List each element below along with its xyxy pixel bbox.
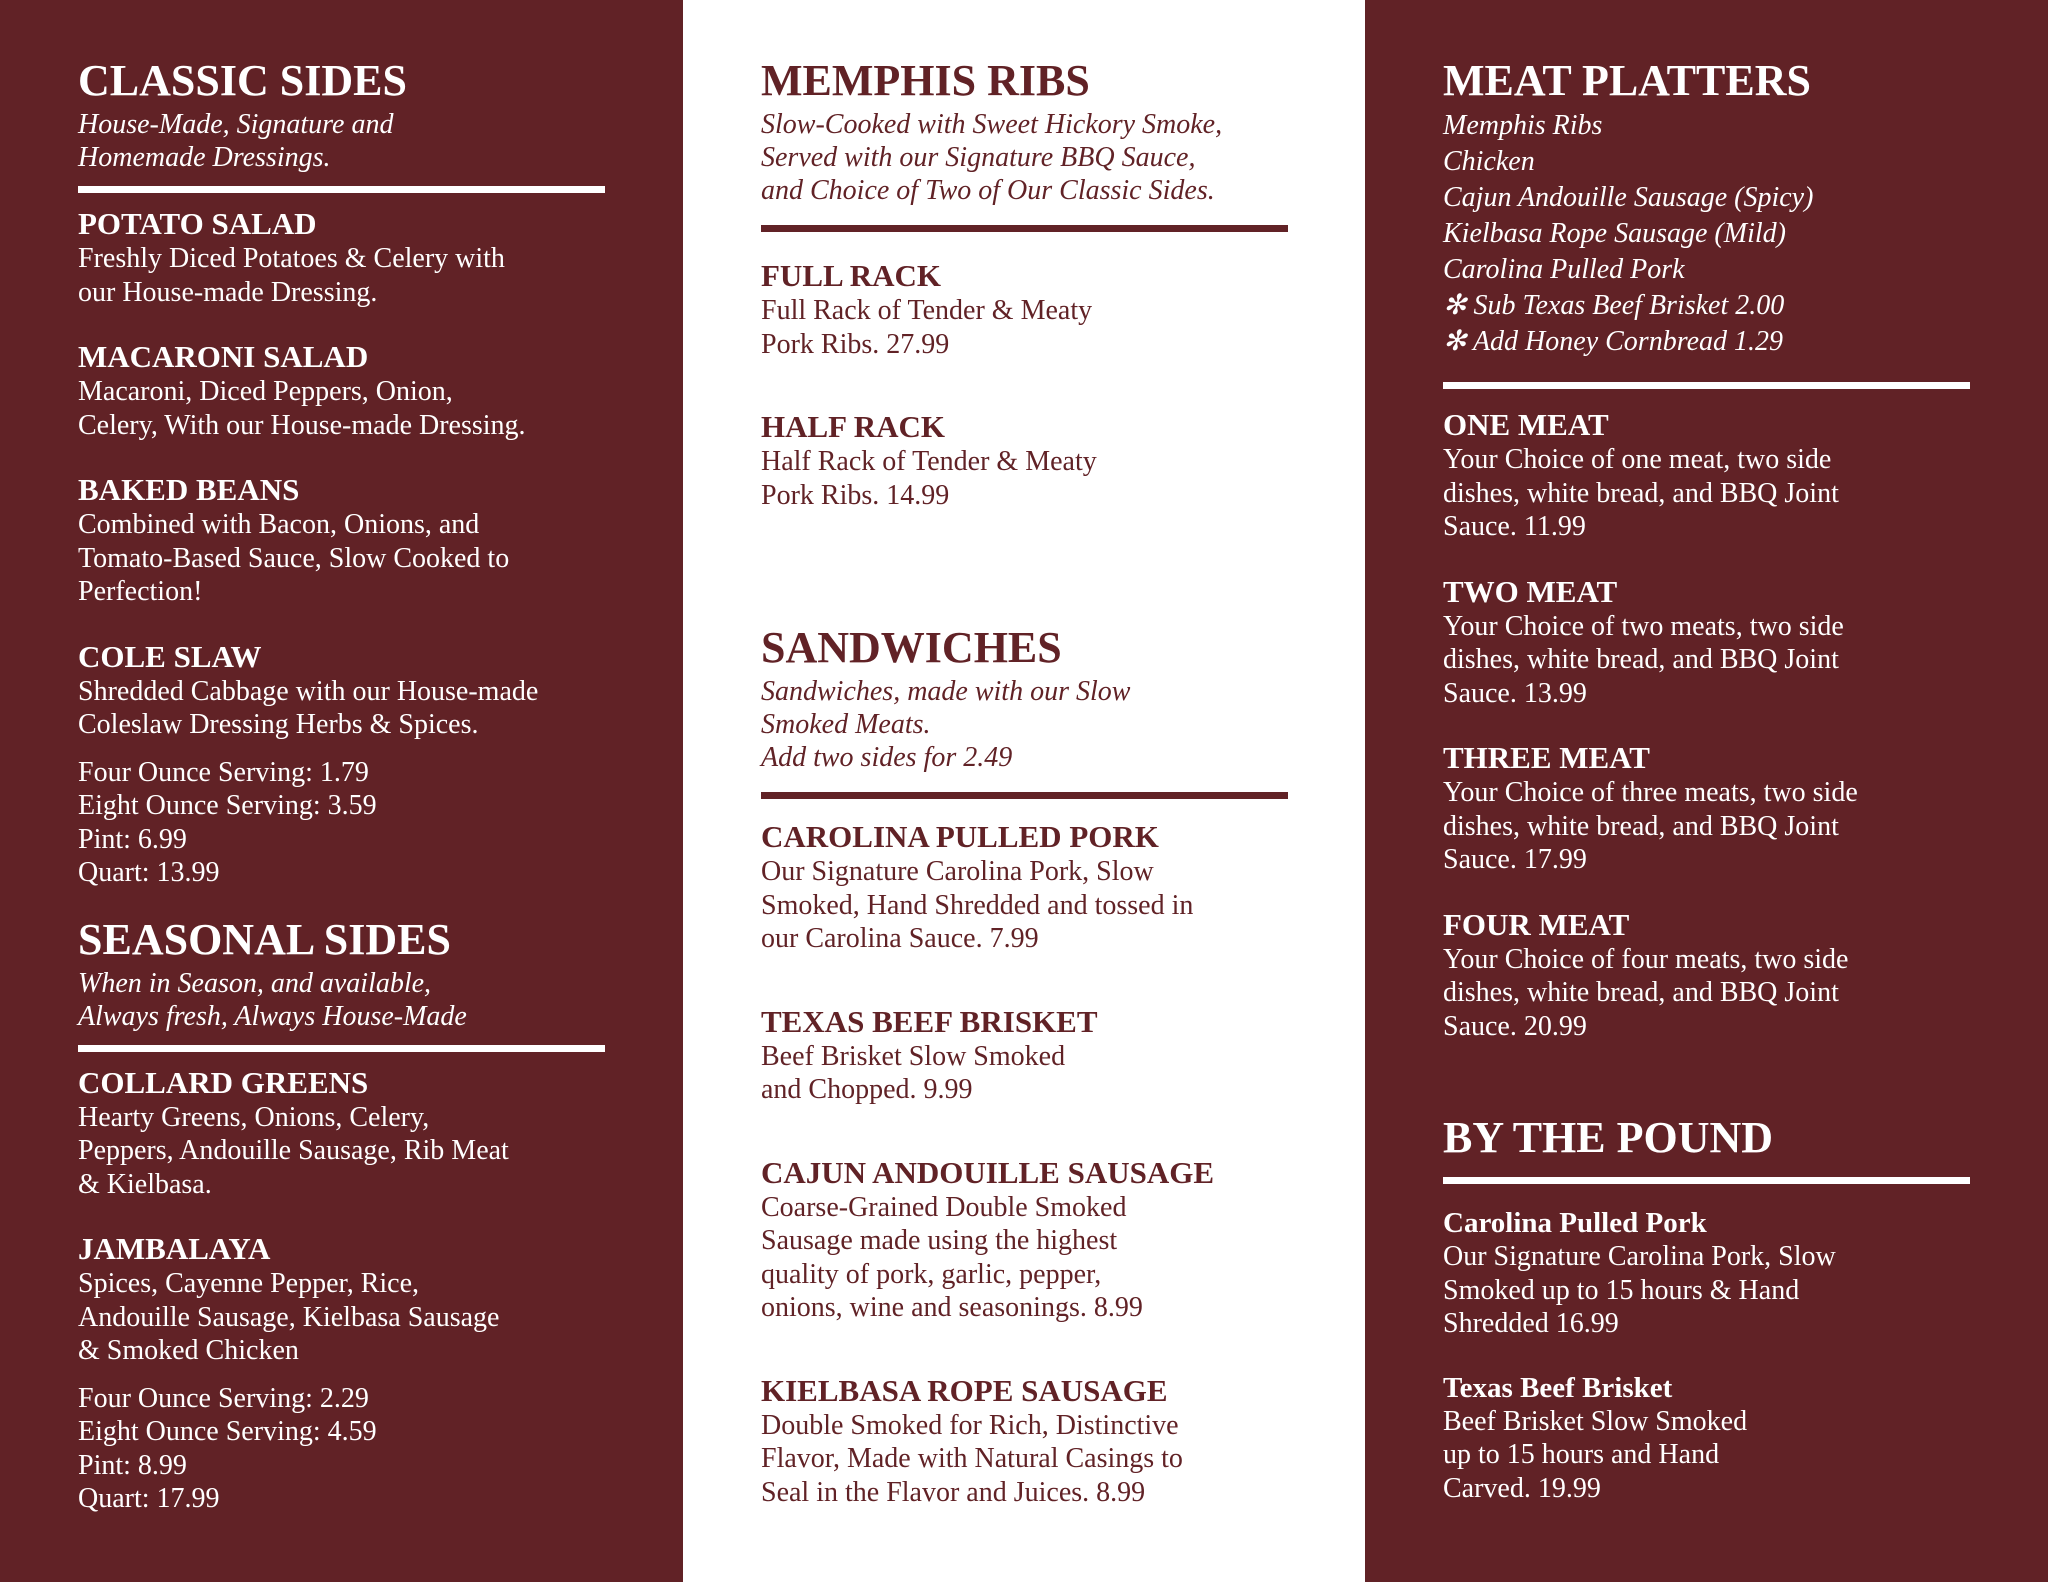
item-desc-line: up to 15 hours and Hand [1443,1439,1720,1470]
price-line: Eight Ounce Serving: 3.59 [78,790,377,821]
item-title: TEXAS BEEF BRISKET [761,1003,1098,1039]
item-title: COLE SLAW [78,638,262,674]
divider-rule [78,186,605,193]
memphis-ribs-subtitle-line: Slow-Cooked with Sweet Hickory Smoke, [761,109,1223,140]
item-desc-line: Celery, With our House-made Dressing. [78,409,526,441]
item-desc-line: Shredded Cabbage with our House-made [78,675,539,707]
menu-item-three-meat [1443,740,2048,877]
item-title: JAMBALAYA [78,1231,271,1266]
item-desc-line: Our Signature Carolina Pork, Slow [761,856,1154,887]
menu-item-two-meat [1443,574,2048,711]
divider-rule [761,225,1288,232]
item-desc-line: dishes, white bread, and BBQ Joint [1443,477,1839,509]
menu-item-half-rack [761,409,1365,512]
meat-platters-option: Memphis Ribs [1443,110,1603,141]
item-desc-line: Our Signature Carolina Pork, Slow [1443,1241,1836,1272]
menu-item-four-meat [1443,907,2048,1044]
item-title: KIELBASA ROPE SAUSAGE [761,1372,1168,1408]
menu-item-cajun-andouille-sausage [761,1155,1365,1325]
item-desc-line: our House-made Dressing. [78,276,378,308]
item-desc-line: Sauce. 20.99 [1443,1010,1587,1042]
item-title: Carolina Pulled Pork [1443,1207,1707,1239]
price-line: Pint: 6.99 [78,823,187,855]
item-desc-line: Full Rack of Tender & Meaty [761,295,1093,326]
item-title: Texas Beef Brisket [1443,1371,1673,1404]
item-title: BAKED BEANS [78,472,300,507]
classic-sides-subtitle-line: Homemade Dressings. [78,142,331,173]
item-title: CAJUN ANDOUILLE SAUSAGE [761,1154,1215,1190]
item-desc-line: Peppers, Andouille Sausage, Rib Meat [78,1135,509,1166]
item-desc-line: Smoked up to 15 hours & Hand [1443,1274,1800,1306]
menu-item-jambalaya [78,1231,683,1368]
menu-item-pound-texas-beef-brisket [1443,1371,2048,1506]
meat-platters-addon: ✻ Sub Texas Beef Brisket 2.00 [1443,290,1785,321]
item-desc-line: quality of pork, garlic, pepper, [761,1258,1102,1290]
item-desc-line: Your Choice of two meats, two side [1443,610,1844,642]
menu-item-one-meat [1443,407,2048,544]
item-desc-line: dishes, white bread, and BBQ Joint [1443,977,1839,1008]
item-desc-line: Hearty Greens, Onions, Celery, [78,1101,430,1133]
item-desc-line: Andouille Sausage, Kielbasa Sausage [78,1301,500,1333]
price-line: Eight Ounce Serving: 4.59 [78,1416,377,1447]
item-desc-line: Double Smoked for Rich, Distinctive [761,1409,1179,1441]
item-desc-line: Pork Ribs. 14.99 [761,479,950,511]
meat-platters-addon: ✻ Add Honey Cornbread 1.29 [1443,326,1783,357]
menu-item-kielbasa-rope-sausage [761,1373,1365,1510]
menu-item-macaroni-salad [78,339,683,442]
item-desc-line: Your Choice of three meats, two side [1443,777,1858,808]
price-line: Quart: 17.99 [78,1483,220,1514]
item-desc-line: dishes, white bread, and BBQ Joint [1443,810,1839,842]
item-desc-line: Coarse-Grained Double Smoked [761,1191,1127,1223]
item-title: ONE MEAT [1443,407,1609,442]
menu-item-texas-beef-brisket [761,1004,1365,1107]
menu-item-pound-carolina-pulled-pork [1443,1206,2048,1341]
item-desc-line: Your Choice of one meat, two side [1443,444,1832,475]
item-desc-line: Sauce. 11.99 [1443,511,1586,542]
seasonal-sides-prices [78,1382,683,1516]
item-desc-line: onions, wine and seasonings. 8.99 [761,1292,1143,1323]
divider-rule [1443,382,1970,389]
item-desc-line: Pork Ribs. 27.99 [761,328,950,360]
item-desc-line: Sauce. 17.99 [1443,844,1587,875]
item-title: FULL RACK [761,258,941,293]
item-desc-line: Macaroni, Diced Peppers, Onion, [78,376,453,407]
memphis-ribs-subtitle-line: and Choice of Two of Our Classic Sides. [761,175,1215,206]
left-panel [0,0,683,1582]
item-title: MACARONI SALAD [78,339,369,374]
memphis-ribs-subtitle-line: Served with our Signature BBQ Sauce, [761,142,1196,173]
menu-item-full-rack [761,258,1365,361]
item-desc-line: Perfection! [78,576,203,607]
item-title: TWO MEAT [1443,573,1618,609]
divider-rule [761,792,1288,799]
item-desc-line: & Kielbasa. [78,1168,212,1200]
price-line: Four Ounce Serving: 2.29 [78,1382,369,1414]
sandwiches-subtitle-line: Sandwiches, made with our Slow [761,676,1131,707]
price-line: Quart: 13.99 [78,857,220,888]
item-desc-line: Your Choice of four meats, two side [1443,943,1849,975]
middle-panel [683,0,1365,1582]
meat-platters-option: Kielbasa Rope Sausage (Mild) [1443,218,1786,249]
item-title: COLLARD GREENS [78,1064,369,1100]
item-desc-line: Combined with Bacon, Onions, and [78,509,480,540]
item-desc-line: Coleslaw Dressing Herbs & Spices. [78,709,479,740]
item-desc-line: Sauce. 13.99 [1443,677,1587,709]
menu-item-cole-slaw [78,639,683,742]
item-title: HALF RACK [761,409,945,444]
item-desc-line: Half Rack of Tender & Meaty [761,446,1097,477]
menu-item-carolina-pulled-pork [761,819,1365,956]
memphis-ribs-heading: MEMPHIS RIBS [761,56,1090,105]
right-panel [1365,0,2048,1582]
item-desc-line: Spices, Cayenne Pepper, Rice, [78,1268,420,1299]
sandwiches-subtitle-line: Smoked Meats. [761,709,931,740]
menu-item-collard-greens [78,1065,683,1202]
sandwiches-subtitle-line: Add two sides for 2.49 [761,742,1013,773]
classic-sides-prices [78,756,683,890]
item-desc-line: Freshly Diced Potatoes & Celery with [78,243,505,274]
divider-rule [1443,1177,1970,1184]
item-title: THREE MEAT [1443,740,1650,775]
classic-sides-subtitle-line: House-Made, Signature and [78,109,394,140]
menu-item-potato-salad [78,206,683,309]
item-desc-line: Smoked, Hand Shredded and tossed in [761,889,1194,921]
item-desc-line: dishes, white bread, and BBQ Joint [1443,644,1839,675]
item-desc-line: Beef Brisket Slow Smoked [1443,1405,1748,1437]
item-desc-line: Tomato-Based Sauce, Slow Cooked to [78,542,510,574]
item-desc-line: Shredded 16.99 [1443,1308,1619,1339]
meat-platters-option: Chicken [1443,146,1535,177]
sandwiches-heading: SANDWICHES [761,623,1062,672]
item-title: CAROLINA PULLED PORK [761,819,1159,854]
seasonal-sides-subtitle-line: When in Season, and available, [78,967,432,999]
menu-item-baked-beans [78,472,683,609]
meat-platters-option: Cajun Andouille Sausage (Spicy) [1443,182,1814,213]
item-title: FOUR MEAT [1443,906,1630,942]
seasonal-sides-subtitle-line: Always fresh, Always House-Made [78,1000,467,1032]
item-desc-line: our Carolina Sauce. 7.99 [761,923,1039,954]
seasonal-sides-heading: SEASONAL SIDES [78,914,451,964]
classic-sides-heading: CLASSIC SIDES [78,56,407,105]
by-the-pound-heading: BY THE POUND [1443,1113,1774,1162]
item-desc-line: Beef Brisket Slow Smoked [761,1040,1066,1072]
meat-platters-heading: MEAT PLATTERS [1443,56,1811,105]
price-line: Four Ounce Serving: 1.79 [78,756,369,788]
item-desc-line: and Chopped. 9.99 [761,1074,973,1105]
item-desc-line: Sausage made using the highest [761,1225,1118,1256]
divider-rule [78,1045,605,1052]
item-desc-line: Seal in the Flavor and Juices. 8.99 [761,1476,1146,1508]
item-desc-line: Carved. 19.99 [1443,1472,1601,1504]
meat-platters-option: Carolina Pulled Pork [1443,254,1685,285]
price-line: Pint: 8.99 [78,1449,187,1481]
item-desc-line: & Smoked Chicken [78,1335,299,1366]
item-title: POTATO SALAD [78,206,317,241]
item-desc-line: Flavor, Made with Natural Casings to [761,1443,1183,1474]
